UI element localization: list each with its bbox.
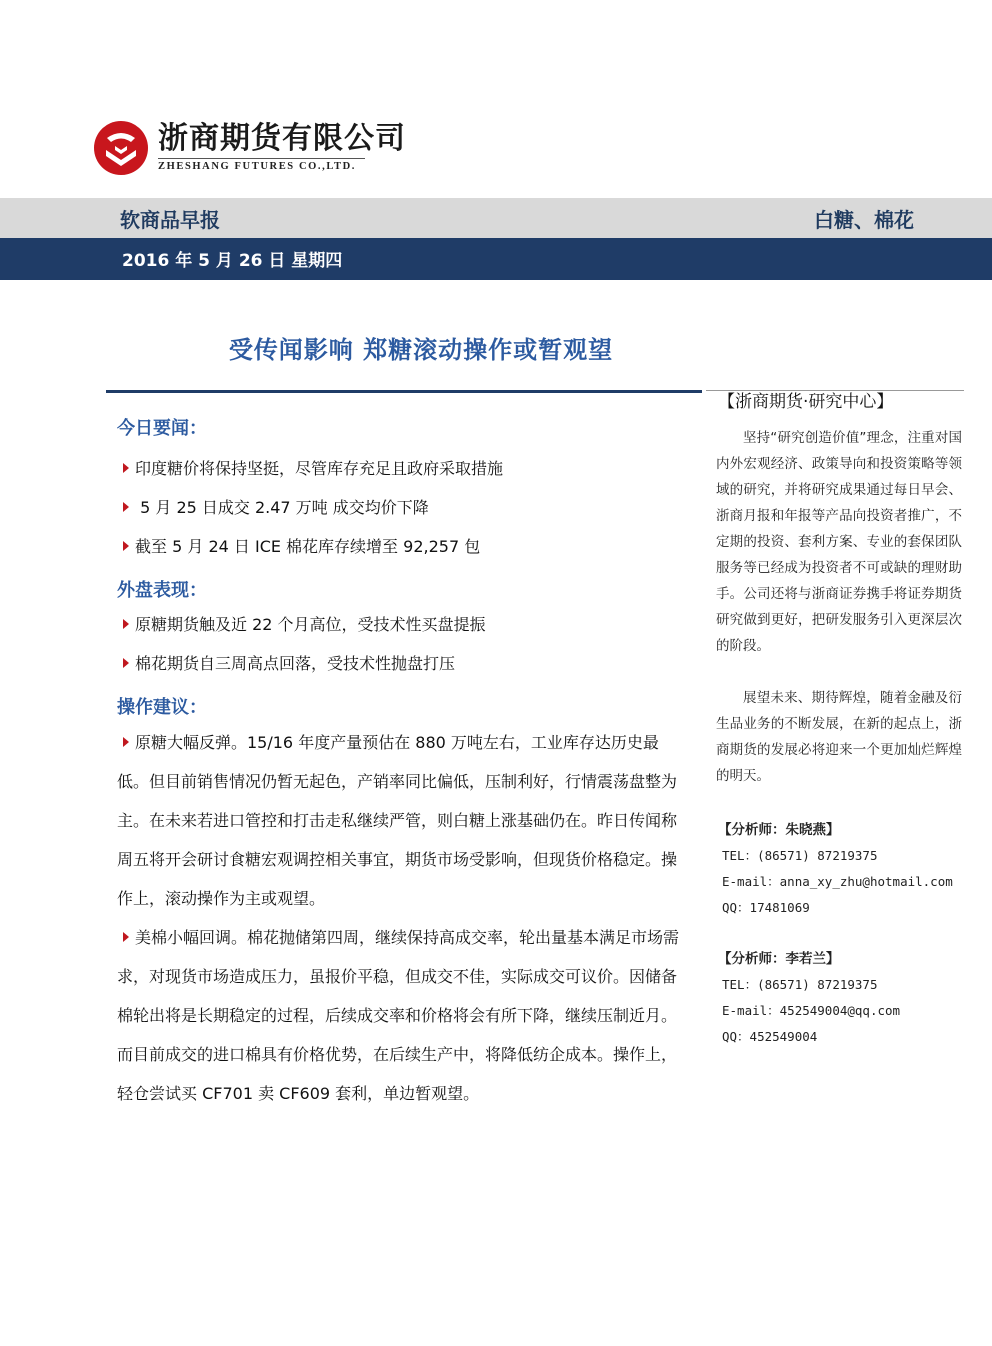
list-item: 截至 5 月 24 日 ICE 棉花库存续增至 92,257 包 xyxy=(123,537,480,557)
company-logo-icon xyxy=(93,120,149,176)
bullet-arrow-icon xyxy=(123,932,129,942)
advice-paragraph-sugar: 原糖大幅反弹。15/16 年度产量预估在 880 万吨左右，工业库存达历史最低。但目前销售情况仍暂无起色，产销率同比偏低，压制利好，行情震荡盘整为主。在未来若进口管控和打击走私继续严管，则白糖上涨基础仍在。昨日传闻称周五将开会研讨食糖宏观调控相关事宜，期货市场受影响，但现货价格稳定。操作上，滚动操作为主或观望。 xyxy=(117,733,678,908)
analyst-email: E-mail：452549004@qq.com xyxy=(722,1003,901,1018)
company-name-cn: 浙商期货有限公司 xyxy=(158,121,406,156)
bullet-arrow-icon xyxy=(123,541,129,551)
report-type: 软商品早报 xyxy=(120,208,220,232)
analyst-tel: TEL：(86571) 87219375 xyxy=(722,848,878,863)
logo-divider xyxy=(158,158,365,159)
section-title-advice: 操作建议： xyxy=(117,697,207,718)
bullet-arrow-icon xyxy=(123,658,129,668)
analyst-name: 【分析师：李若兰】 xyxy=(718,951,840,967)
date-band xyxy=(0,238,992,280)
sidebar-title: 【浙商期货·研究中心】 xyxy=(718,392,894,412)
report-headline: 受传闻影响 郑糖滚动操作或暂观望 xyxy=(228,336,614,364)
list-item: 原糖期货触及近 22 个月高位，受技术性买盘提振 xyxy=(123,615,486,635)
list-item: 5 月 25 日成交 2.47 万吨 成交均价下降 xyxy=(123,498,429,518)
main-divider xyxy=(106,390,702,393)
bullet-arrow-icon xyxy=(123,737,129,747)
sidebar-outlook: 展望未来、期待辉煌，随着金融及衍生品业务的不断发展，在新的起点上，浙商期货的发展必将迎来一个更加灿烂辉煌的明天。 xyxy=(716,690,962,784)
report-date: 2016 年 5 月 26 日 星期四 xyxy=(122,251,343,271)
section-title-external: 外盘表现： xyxy=(117,580,207,601)
report-type-band xyxy=(0,198,992,238)
analyst-name: 【分析师：朱晓燕】 xyxy=(718,822,840,838)
analyst-qq: QQ：452549004 xyxy=(722,1029,818,1044)
advice-paragraph-cotton: 美棉小幅回调。棉花抛储第四周，继续保持高成交率，轮出量基本满足市场需求，对现货市场造成压力，虽报价平稳，但成交不佳，实际成交可议价。因储备棉轮出将是长期稳定的过程，后续成交率和价格将会有所下降，继续压制近月。而目前成交的进口棉具有价格优势，在后续生产中，将降低纺企成本。操作上，轻仓尝试买 CF701 卖 CF609 套利，单边暂观望。 xyxy=(117,928,680,1103)
list-item: 棉花期货自三周高点回落，受技术性抛盘打压 xyxy=(123,654,455,674)
section-title-today: 今日要闻： xyxy=(117,418,207,439)
report-products: 白糖、棉花 xyxy=(814,208,914,232)
bullet-arrow-icon xyxy=(123,502,129,512)
sidebar-intro: 坚持“研究创造价值”理念，注重对国内外宏观经济、政策导向和投资策略等领域的研究，并将研究成果通过每日早会、浙商月报和年报等产品向投资者推广，不定期的投资、套利方案、专业的套保团队服务等已经成为投资者不可或缺的理财助手。公司还将与浙商证券携手将证券期货研究做到更好，把研发服务引入更深层次的阶段。 xyxy=(716,430,962,654)
analyst-email: E-mail：anna_xy_zhu@hotmail.com xyxy=(722,874,953,889)
analyst-tel: TEL：(86571) 87219375 xyxy=(722,977,878,992)
bullet-arrow-icon xyxy=(123,463,129,473)
bullet-arrow-icon xyxy=(123,619,129,629)
company-name-en: ZHESHANG FUTURES CO.,LTD. xyxy=(158,161,357,172)
analyst-qq: QQ：17481069 xyxy=(722,900,810,915)
list-item: 印度糖价将保持坚挺，尽管库存充足且政府采取措施 xyxy=(123,459,503,479)
